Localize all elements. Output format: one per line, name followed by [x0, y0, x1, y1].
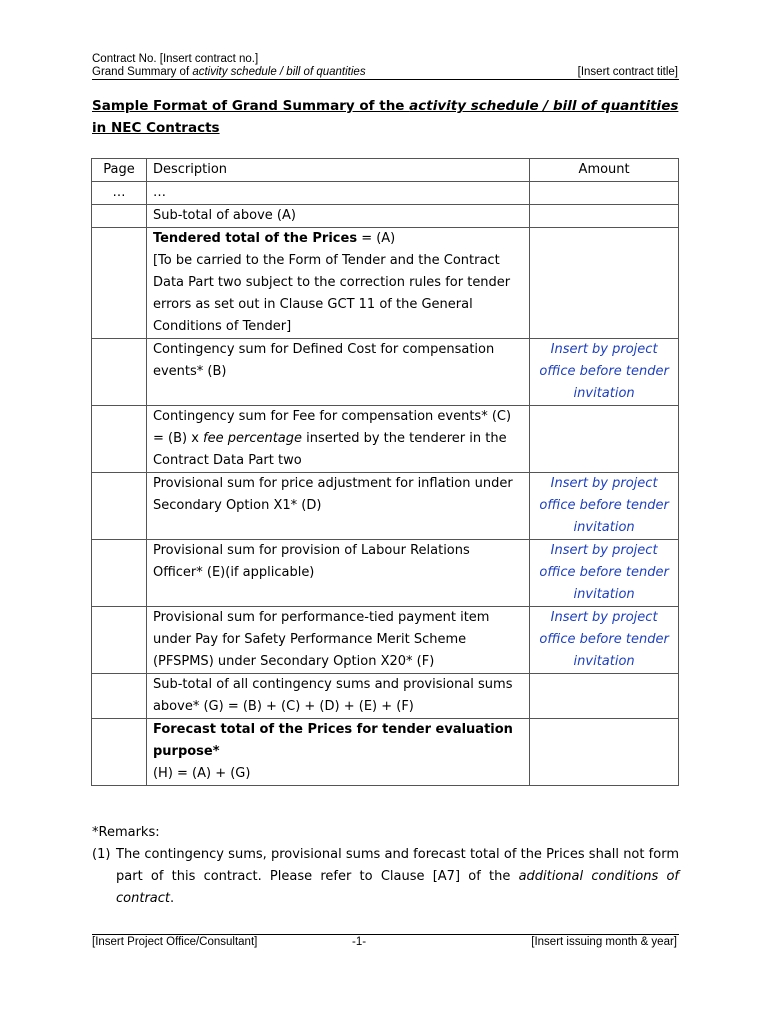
page-cell	[92, 339, 147, 406]
footer-left: [Insert Project Office/Consultant]	[92, 936, 258, 948]
header-summary-prefix: Grand Summary of	[92, 66, 193, 78]
page-number: -1-	[352, 936, 367, 948]
description-cell	[146, 719, 529, 786]
remark-text	[116, 844, 679, 910]
page-cell	[92, 205, 147, 228]
description-cell: …	[146, 182, 529, 205]
description-cell	[146, 406, 529, 473]
description-cell	[146, 228, 529, 339]
description-cell: Provisional sum for provision of Labour Relations Officer* (E)(if applicable)	[146, 540, 529, 607]
table-header-row	[92, 159, 679, 182]
remark-number: (1)	[92, 847, 111, 862]
tendered-bold: Tendered total of the Prices	[152, 231, 358, 246]
header-summary-line	[92, 66, 679, 80]
remark-text-italic: additional conditions of contract	[116, 869, 679, 906]
page-cell	[92, 473, 147, 540]
remark-text-part1: The contingency sums, provisional sums and forecast total of the Prices shall not form part of this contract. Please refer to Clause [A7] of the	[116, 847, 679, 884]
amount-cell	[530, 674, 679, 719]
header-description: Description	[146, 159, 529, 182]
table-row	[92, 540, 679, 607]
remark-text-part2: .	[170, 891, 175, 906]
description-cell: Contingency sum for Defined Cost for compensation events* (B)	[146, 339, 529, 406]
table-row	[92, 339, 679, 406]
forecast-bold: Forecast total of the Prices for tender evaluation purpose*	[152, 722, 513, 759]
footer	[92, 934, 679, 950]
table-row	[92, 406, 679, 473]
page-cell	[92, 719, 147, 786]
table-row	[92, 473, 679, 540]
page-cell: …	[92, 182, 147, 205]
header-contract-no: Contract No. [Insert contract no.]	[92, 53, 259, 65]
page-cell	[92, 674, 147, 719]
forecast-formula: (H) = (A) + (G)	[152, 766, 251, 781]
amount-insert-note: Insert by project office before tender invitation	[530, 540, 679, 607]
remarks-heading: *Remarks:	[92, 825, 160, 840]
remark-item	[92, 844, 679, 910]
table-row	[92, 228, 679, 339]
amount-cell	[530, 719, 679, 786]
table-row	[92, 607, 679, 674]
contingency-c-part2: inserted by the tenderer in the Contract Data Part two	[152, 431, 507, 468]
page-cell	[92, 607, 147, 674]
table-row	[92, 674, 679, 719]
header-contract-title: [Insert contract title]	[577, 66, 678, 78]
header-summary-italic: activity schedule / bill of quantities	[192, 66, 366, 78]
description-cell: Sub-total of above (A)	[146, 205, 529, 228]
amount-insert-note: Insert by project office before tender invitation	[530, 339, 679, 406]
description-cell: Provisional sum for performance-tied payment item under Pay for Safety Performance Merit Scheme (PFSPMS) under Secondary Option X20* (F)	[146, 607, 529, 674]
page-cell	[92, 540, 147, 607]
tendered-note: [To be carried to the Form of Tender and the Contract Data Part two subject to the correction rules for tender errors as set out in Clause GCT 11 of the General Conditions of Tender]	[152, 253, 511, 334]
page-title	[92, 95, 692, 139]
page-cell	[92, 406, 147, 473]
title-italic: activity schedule / bill of quantities	[409, 98, 679, 114]
footer-right: [Insert issuing month & year]	[531, 936, 677, 948]
description-cell: Provisional sum for price adjustment for inflation under Secondary Option X1* (D)	[146, 473, 529, 540]
amount-cell	[530, 228, 679, 339]
table-row	[92, 182, 679, 205]
amount-cell	[530, 205, 679, 228]
table-row	[92, 719, 679, 786]
remarks-section	[92, 822, 679, 910]
title-line2: in NEC Contracts	[92, 120, 220, 136]
header-page: Page	[92, 159, 147, 182]
amount-insert-note: Insert by project office before tender invitation	[530, 473, 679, 540]
tendered-rest: = (A)	[357, 231, 396, 246]
page-cell	[92, 228, 147, 339]
description-cell: Sub-total of all contingency sums and provisional sums above* (G) = (B) + (C) + (D) + (E) + (F)	[146, 674, 529, 719]
amount-insert-note: Insert by project office before tender invitation	[530, 607, 679, 674]
contingency-c-italic: fee percentage	[203, 431, 303, 446]
grand-summary-table	[91, 158, 679, 786]
amount-cell	[530, 182, 679, 205]
amount-cell	[530, 406, 679, 473]
table-row	[92, 205, 679, 228]
contingency-c-part1: Contingency sum for Fee for compensation events* (C) = (B) x	[152, 409, 512, 446]
title-plain: Sample Format of Grand Summary of the	[92, 98, 410, 114]
header-amount: Amount	[530, 159, 679, 182]
